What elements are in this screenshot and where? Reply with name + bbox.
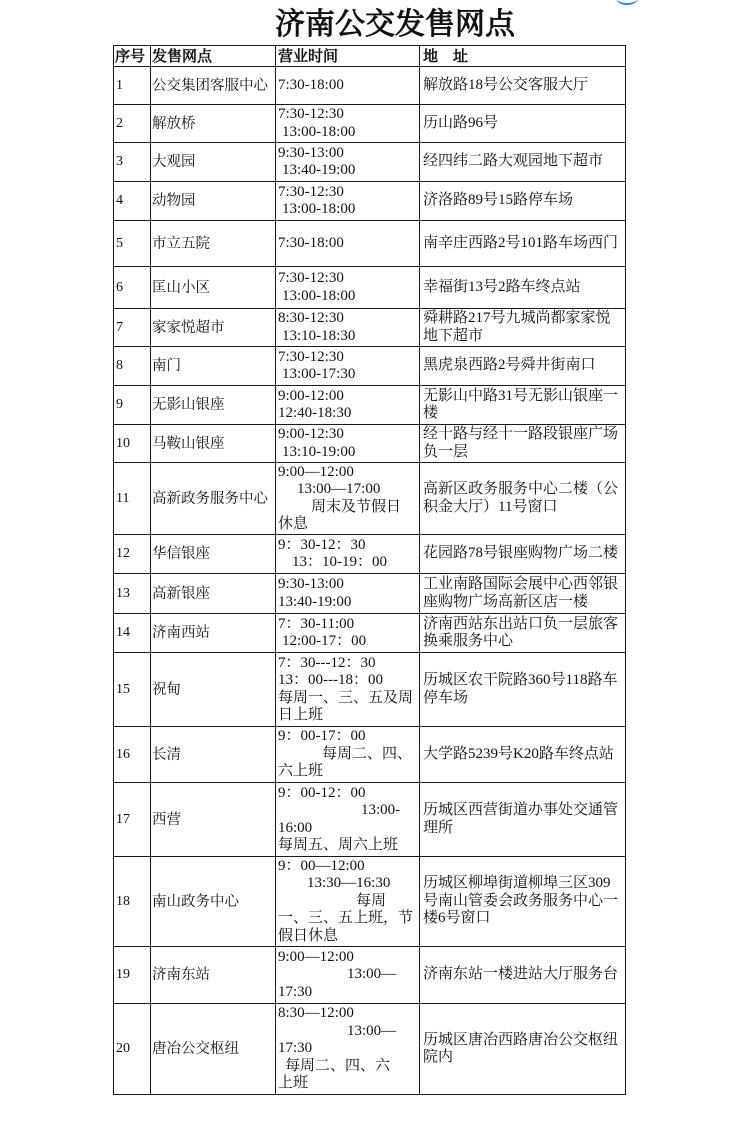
header-address: 地 址	[420, 46, 626, 67]
hours-line: 13:40-19:00	[278, 593, 352, 610]
table-row	[114, 727, 626, 783]
hours-line: 13:00-18:00	[282, 201, 356, 217]
table-header	[114, 46, 626, 67]
hours-line: 7:30-18:00	[278, 76, 344, 93]
row-number: 3	[114, 143, 151, 182]
hours-line: 7:30-12:30	[278, 270, 344, 286]
address: 南辛庄西路2号101路车场西门	[420, 221, 626, 267]
hours-line: 假日休息	[278, 927, 339, 944]
hours-line: 9：00—12:00	[278, 857, 365, 874]
header-row	[114, 46, 626, 67]
outlet-name: 高新政务服务中心	[151, 463, 276, 535]
business-hours	[276, 67, 420, 105]
outlet-name: 华信银座	[151, 535, 276, 574]
hours-line: 17:30	[278, 1040, 313, 1057]
table-row	[114, 425, 626, 463]
row-number: 11	[114, 463, 151, 535]
business-hours	[276, 267, 420, 309]
table-row	[114, 143, 626, 182]
business-hours	[276, 347, 420, 386]
outlet-name: 解放桥	[151, 105, 276, 143]
table-row	[114, 386, 626, 425]
address: 经四纬二路大观园地下超市	[420, 143, 626, 182]
hours-line: 每周二、四、	[322, 745, 413, 762]
table-row	[114, 463, 626, 535]
address: 大学路5239号K20路车终点站	[420, 727, 626, 783]
address: 济南西站东出站口负一层旅客换乘服务中心	[420, 614, 626, 653]
hours-line: 9:00-12:30	[278, 426, 344, 442]
outlet-name: 无影山银座	[151, 386, 276, 425]
row-number: 20	[114, 1004, 151, 1095]
table-row	[114, 535, 626, 574]
business-hours	[276, 947, 420, 1004]
hours-line: 日上班	[278, 707, 324, 723]
hours-line: 8:30-12:30	[278, 310, 344, 326]
outlet-name: 公交集团客服中心	[151, 67, 276, 105]
hours-line: 9:30-13:00	[278, 144, 344, 161]
row-number: 12	[114, 535, 151, 574]
hours-line: 7:30-12:30	[278, 348, 344, 365]
outlet-name: 西营	[151, 783, 276, 857]
outlet-name: 南山政务中心	[151, 857, 276, 947]
address: 济洛路89号15路停车场	[420, 182, 626, 221]
hours-line: 9:30-13:00	[278, 576, 344, 592]
hours-line: 13:00-18:00	[282, 287, 356, 304]
business-hours	[276, 425, 420, 463]
hours-line: 每周	[356, 892, 387, 909]
hours-line: 每周五、周六上班	[278, 837, 399, 853]
table-body	[114, 67, 626, 1095]
hours-line: 周末及节假日	[311, 498, 402, 515]
business-hours	[276, 221, 420, 267]
hours-line: 7:30-18:00	[278, 234, 344, 251]
page-title: 济南公交发售网点	[275, 8, 515, 41]
header-outlet-name: 发售网点	[151, 46, 276, 67]
address: 高新区政务服务中心二楼（公积金大厅）11号窗口	[420, 463, 626, 535]
outlet-name: 大观园	[151, 143, 276, 182]
row-number: 5	[114, 221, 151, 267]
outlet-name: 家家悦超市	[151, 309, 276, 347]
hours-line: 13:10-19:00	[282, 443, 356, 460]
hours-line: 13:30—16:30	[307, 875, 391, 892]
outlet-name: 动物园	[151, 182, 276, 221]
business-hours	[276, 463, 420, 535]
hours-line: 13:00—	[347, 1022, 397, 1039]
address: 历城区唐冶西路唐冶公交枢纽院内	[420, 1004, 626, 1095]
address: 历城区柳埠街道柳埠三区309号南山管委会政务服务中心一楼6号窗口	[420, 857, 626, 947]
hours-line: 12:40-18:30	[278, 405, 352, 421]
hours-line: 13:40-19:00	[282, 162, 356, 178]
table-row	[114, 574, 626, 614]
hours-line: 13：00---18：00	[278, 672, 383, 688]
hours-line: 9:00—12:00	[278, 463, 354, 480]
hours-line: 9：30-12：30	[278, 536, 366, 553]
outlet-name: 市立五院	[151, 221, 276, 267]
business-hours	[276, 653, 420, 727]
hours-line: 7：30-11:00	[278, 615, 355, 632]
table-row	[114, 653, 626, 727]
hours-line: 16:00	[278, 819, 313, 836]
row-number: 14	[114, 614, 151, 653]
row-number: 19	[114, 947, 151, 1004]
business-hours	[276, 1004, 420, 1095]
address: 幸福街13号2路车终点站	[420, 267, 626, 309]
hours-line: 9：00-12：00	[278, 784, 366, 801]
table-row	[114, 857, 626, 947]
row-number: 9	[114, 386, 151, 425]
row-number: 6	[114, 267, 151, 309]
hours-line: 13:00-	[361, 802, 401, 818]
business-hours	[276, 182, 420, 221]
hours-line: 休息	[278, 516, 309, 532]
hours-line: 13：10-19：00	[292, 554, 387, 570]
business-hours	[276, 574, 420, 614]
row-number: 7	[114, 309, 151, 347]
outlet-name: 唐冶公交枢纽	[151, 1004, 276, 1095]
row-number: 8	[114, 347, 151, 386]
business-hours	[276, 105, 420, 143]
table-row	[114, 267, 626, 309]
outlet-name: 济南东站	[151, 947, 276, 1004]
hours-line: 每周一、三、五及周	[278, 689, 414, 706]
row-number: 16	[114, 727, 151, 783]
address: 经十路与经十一路段银座广场负一层	[420, 425, 626, 463]
table-row	[114, 947, 626, 1004]
table-row	[114, 614, 626, 653]
hours-line: 17:30	[278, 983, 313, 1000]
hours-line: 7:30-12:30	[278, 183, 344, 200]
row-number: 13	[114, 574, 151, 614]
table-row	[114, 221, 626, 267]
hours-line: 一、三、五上班，节	[278, 910, 414, 927]
hours-line: 8:30—12:00	[278, 1005, 354, 1022]
address: 舜耕路217号九城尚都家家悦地下超市	[420, 309, 626, 347]
address: 无影山中路31号无影山银座一楼	[420, 386, 626, 425]
outlet-name: 高新银座	[151, 574, 276, 614]
table-row	[114, 182, 626, 221]
table-row	[114, 1004, 626, 1095]
hours-line: 13:00—17:00	[297, 481, 381, 497]
hours-line: 7：30---12：30	[278, 654, 376, 671]
hours-line: 上班	[278, 1075, 309, 1092]
hours-line: 13:00—	[347, 966, 397, 983]
hours-line: 9：00-17：00	[278, 728, 366, 745]
business-hours	[276, 727, 420, 783]
hours-line: 每周二、四、六	[285, 1057, 391, 1074]
table-row	[114, 67, 626, 105]
address: 黑虎泉西路2号舜井街南口	[420, 347, 626, 386]
row-number: 1	[114, 67, 151, 105]
row-number: 17	[114, 783, 151, 857]
outlet-name: 南门	[151, 347, 276, 386]
address: 济南东站一楼进站大厅服务台	[420, 947, 626, 1004]
address: 历城区农干院路360号118路车停车场	[420, 653, 626, 727]
row-number: 4	[114, 182, 151, 221]
header-business-hours: 营业时间	[276, 46, 420, 67]
outlet-name: 马鞍山银座	[151, 425, 276, 463]
hours-line: 六上班	[278, 763, 324, 780]
address: 解放路18号公交客服大厅	[420, 67, 626, 105]
hours-line: 13:00-18:00	[282, 123, 356, 140]
hours-line: 13:10-18:30	[282, 327, 356, 344]
hours-line: 9:00—12:00	[278, 948, 354, 965]
business-hours	[276, 614, 420, 653]
address: 历城区西营街道办事处交通管理所	[420, 783, 626, 857]
hours-line: 7:30-12:30	[278, 106, 344, 122]
outlet-name: 长清	[151, 727, 276, 783]
sale-points-table	[113, 45, 626, 1095]
row-number: 10	[114, 425, 151, 463]
row-number: 15	[114, 653, 151, 727]
table-row	[114, 347, 626, 386]
business-hours	[276, 535, 420, 574]
business-hours	[276, 143, 420, 182]
hours-line: 13:00-17:30	[282, 366, 356, 382]
business-hours	[276, 386, 420, 425]
business-hours	[276, 857, 420, 947]
outlet-name: 济南西站	[151, 614, 276, 653]
address: 花园路78号银座购物广场二楼	[420, 535, 626, 574]
business-hours	[276, 309, 420, 347]
table-row	[114, 105, 626, 143]
address: 历山路96号	[420, 105, 626, 143]
hours-line: 9:00-12:00	[278, 387, 344, 404]
corner-arc-mark	[616, 0, 638, 5]
business-hours	[276, 783, 420, 857]
outlet-name: 祝甸	[151, 653, 276, 727]
outlet-name: 匡山小区	[151, 267, 276, 309]
table-row	[114, 309, 626, 347]
header-seq: 序号	[114, 46, 151, 67]
row-number: 2	[114, 105, 151, 143]
address: 工业南路国际会展中心西邻银座购物广场高新区店一楼	[420, 574, 626, 614]
row-number: 18	[114, 857, 151, 947]
table-row	[114, 783, 626, 857]
hours-line: 12:00-17：00	[282, 633, 367, 649]
